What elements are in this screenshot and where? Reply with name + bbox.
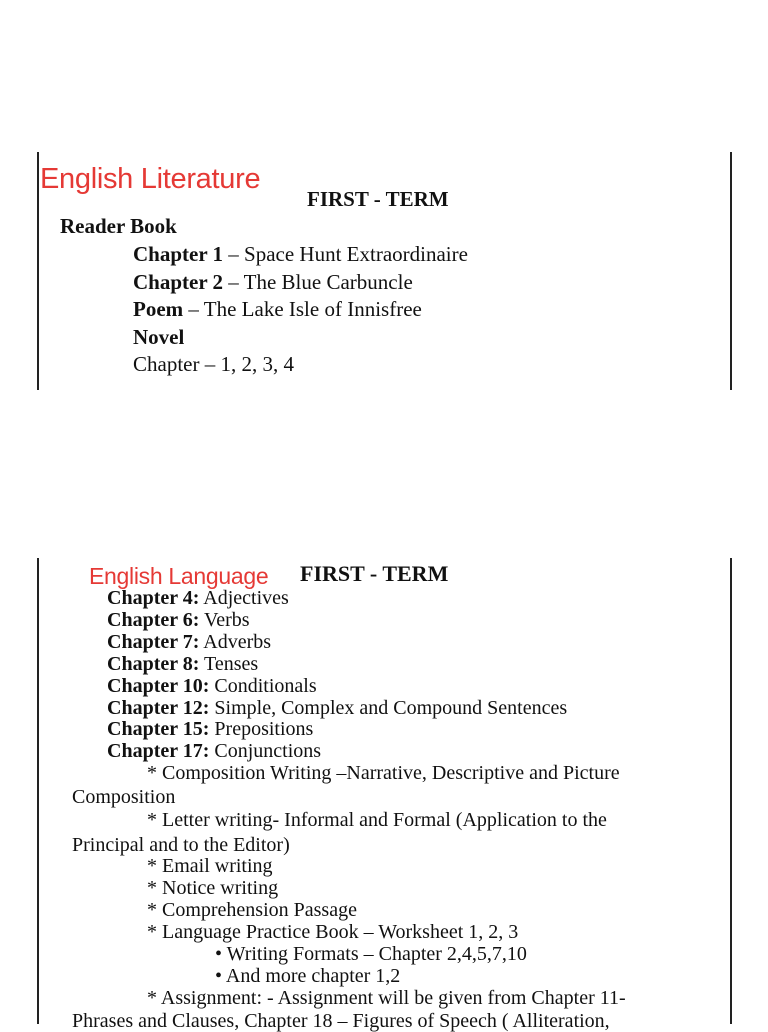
practice-line: * Language Practice Book – Worksheet 1, 2, 3 <box>147 921 519 943</box>
letter-line: * Letter writing- Informal and Formal (Application to the <box>147 809 607 831</box>
literature-item: Chapter 1 – Space Hunt Extraordinaire <box>133 242 468 266</box>
email-line: * Email writing <box>147 855 273 877</box>
left-rule-language <box>37 558 39 1024</box>
letter-line: Principal and to the Editor) <box>72 834 290 856</box>
left-rule-literature <box>37 152 39 390</box>
more-bullet: • And more chapter 1,2 <box>215 965 401 987</box>
reader-book-label: Reader Book <box>60 214 177 238</box>
language-chapter: Chapter 12: Simple, Complex and Compound Sentences <box>107 697 568 719</box>
language-chapter: Chapter 7: Adverbs <box>107 631 272 653</box>
language-chapter: Chapter 4: Adjectives <box>107 587 289 609</box>
comprehension-line: * Comprehension Passage <box>147 899 357 921</box>
language-chapter: Chapter 6: Verbs <box>107 609 250 631</box>
literature-item: Poem – The Lake Isle of Innisfree <box>133 297 422 321</box>
literature-term: FIRST - TERM <box>307 187 449 211</box>
literature-item: Chapter 2 – The Blue Carbuncle <box>133 270 413 294</box>
literature-item: Chapter – 1, 2, 3, 4 <box>133 352 294 376</box>
language-heading: English Language <box>89 563 269 589</box>
formats-bullet: • Writing Formats – Chapter 2,4,5,7,10 <box>215 943 527 965</box>
language-chapter: Chapter 8: Tenses <box>107 653 259 675</box>
composition-line: Composition <box>72 786 176 808</box>
assignment-line: Phrases and Clauses, Chapter 18 – Figures of Speech ( Alliteration, <box>72 1010 610 1032</box>
assignment-line: * Assignment: - Assignment will be given from Chapter 11- <box>147 987 626 1009</box>
language-chapter: Chapter 10: Conditionals <box>107 675 317 697</box>
literature-item: Novel <box>133 325 185 349</box>
composition-line: * Composition Writing –Narrative, Descriptive and Picture <box>147 762 620 784</box>
language-chapter: Chapter 17: Conjunctions <box>107 740 322 762</box>
language-chapter: Chapter 15: Prepositions <box>107 718 314 740</box>
notice-line: * Notice writing <box>147 877 279 899</box>
right-rule-literature <box>730 152 732 390</box>
literature-heading: English Literature <box>40 163 261 195</box>
language-term: FIRST - TERM <box>300 561 449 586</box>
right-rule-language <box>730 558 732 1024</box>
